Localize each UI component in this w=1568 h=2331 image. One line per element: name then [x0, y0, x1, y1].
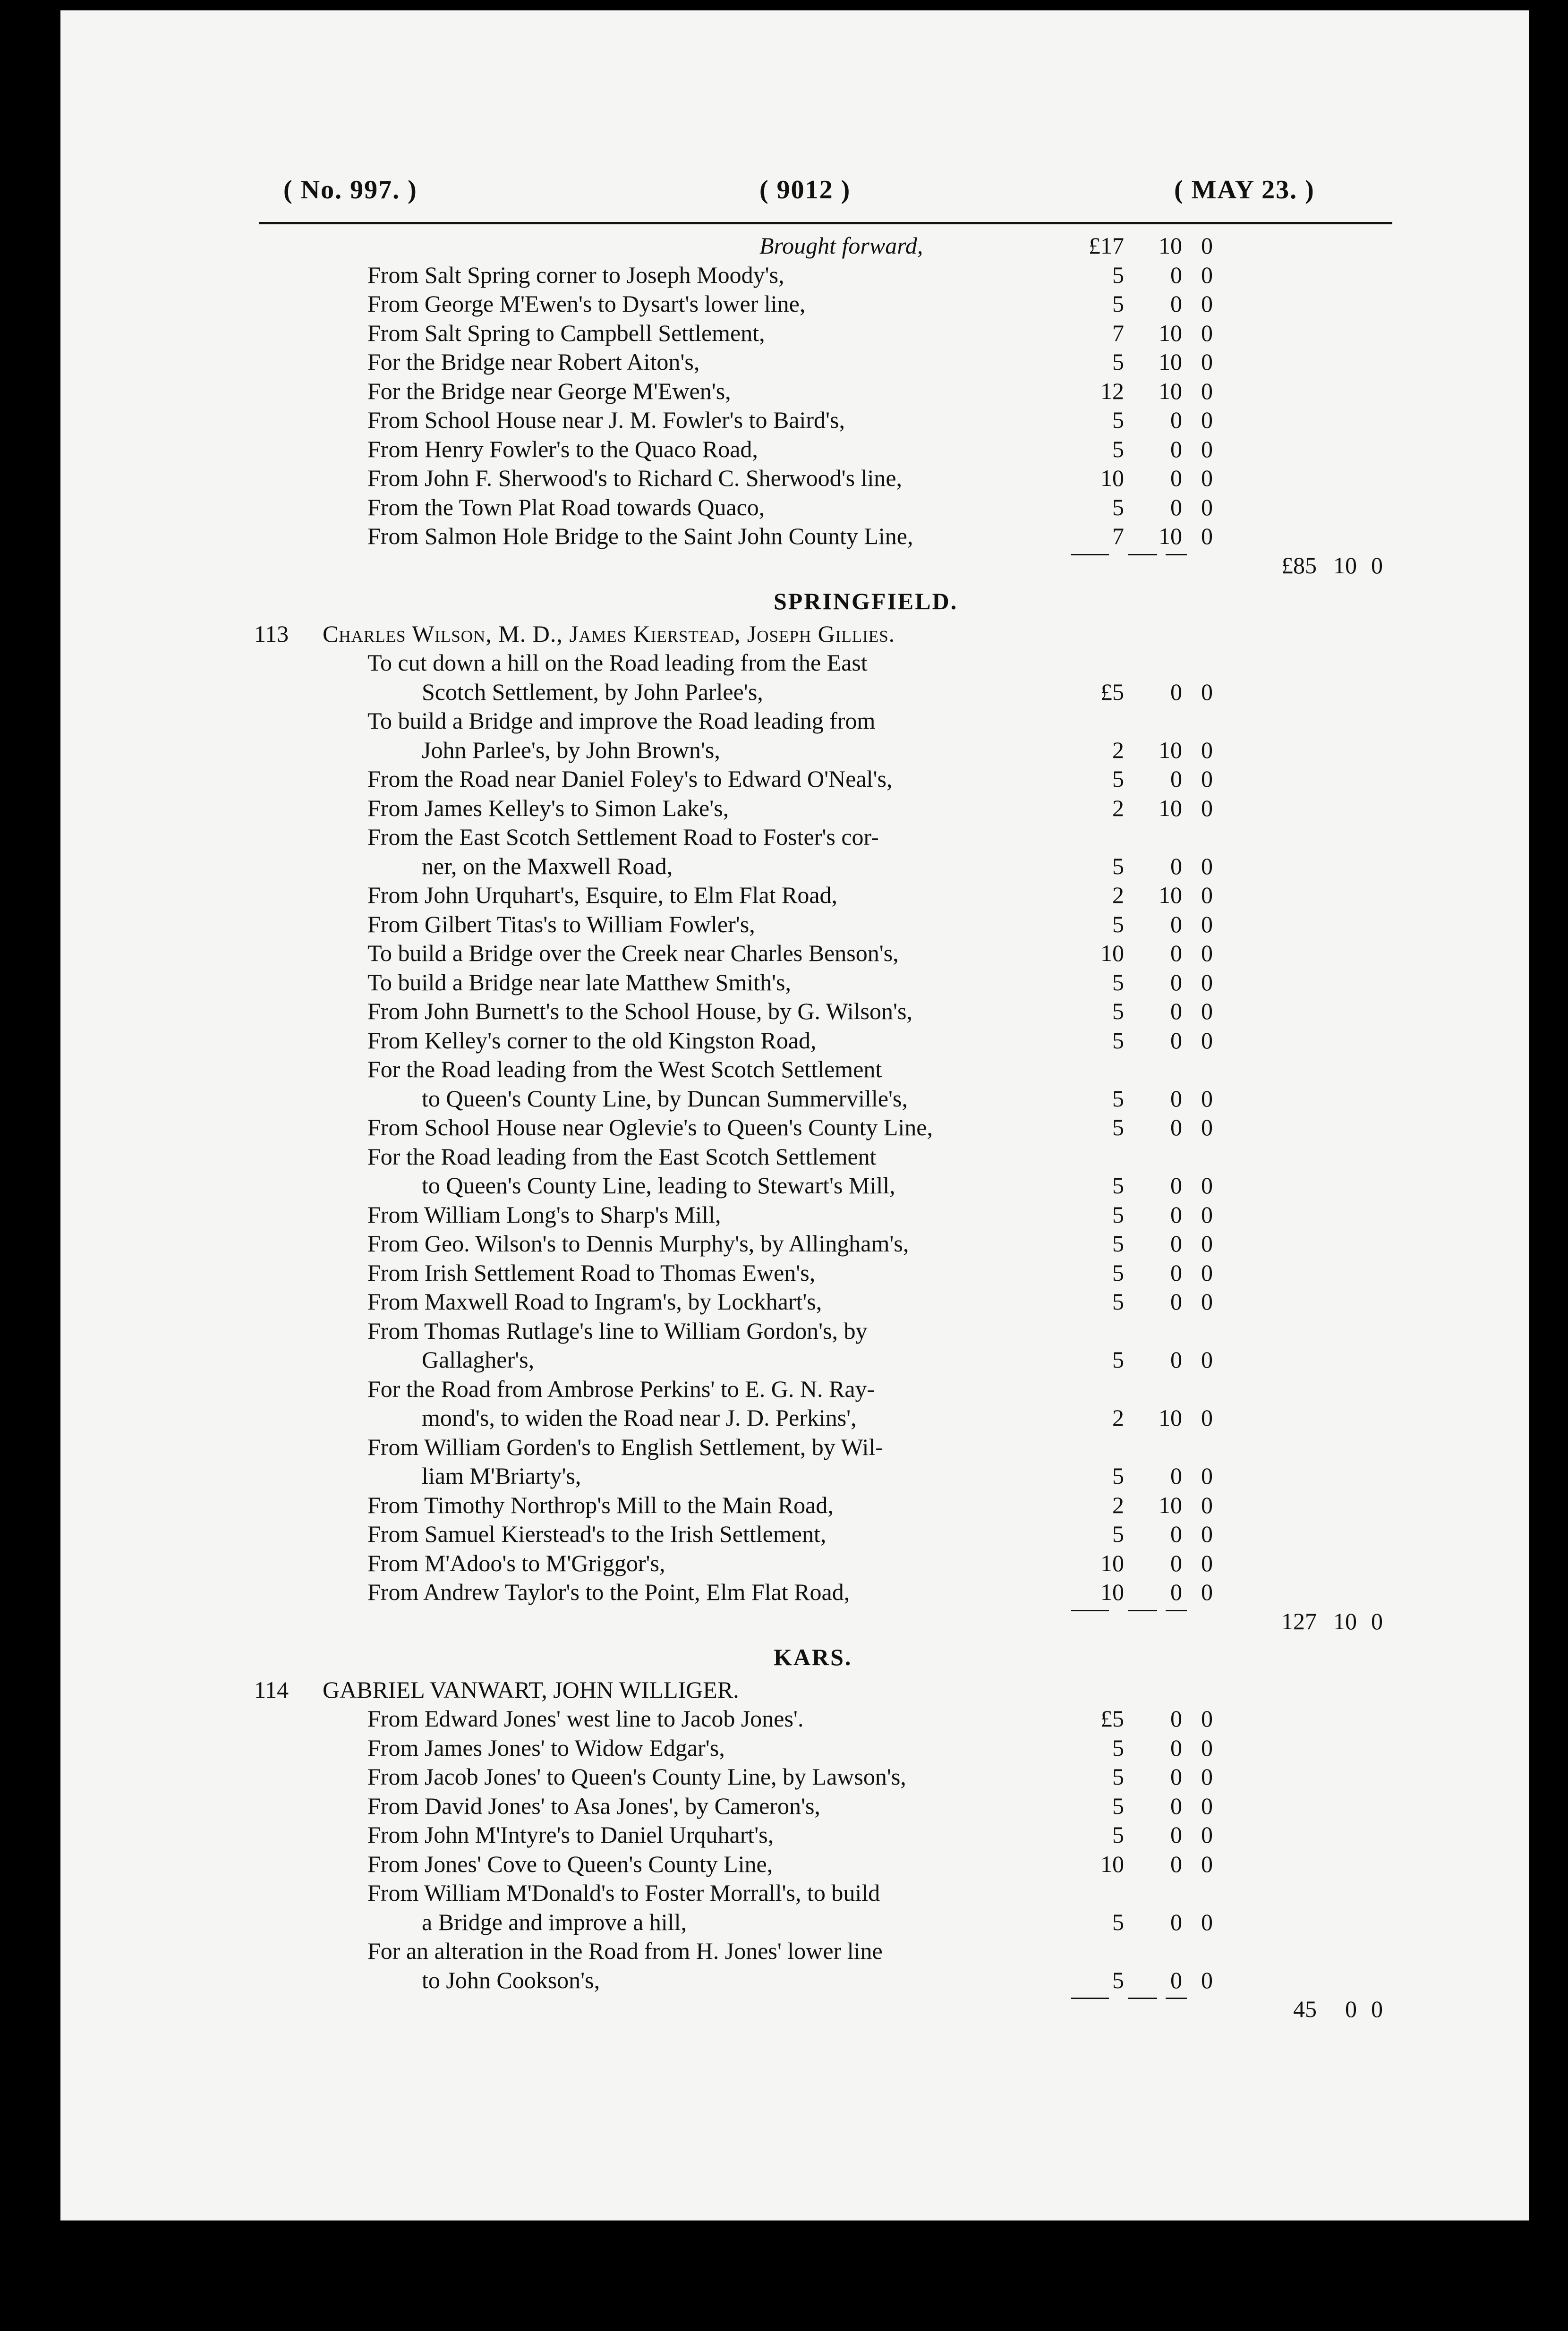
- line-item-continuation: Gallagher's,: [422, 1346, 535, 1373]
- line-item-pence: 0: [1201, 1850, 1213, 1877]
- line-item-pounds: 5: [1112, 766, 1124, 792]
- line-item-pounds: 10: [1100, 1850, 1124, 1877]
- line-item-pounds: 5: [1112, 1792, 1124, 1819]
- line-item-pence: 0: [1201, 319, 1213, 346]
- line-item: From William Gorden's to English Settlement, by Wil-: [367, 1433, 883, 1460]
- line-item: From Salt Spring corner to Joseph Moody's,: [367, 261, 784, 288]
- line-item-shillings: 0: [1170, 1230, 1182, 1257]
- line-item-continuation: to Queen's County Line, by Duncan Summerville's,: [422, 1085, 908, 1112]
- subtotal-rule: [1128, 1610, 1157, 1611]
- line-item-pence: 0: [1201, 435, 1213, 462]
- line-item-pounds: £5: [1100, 678, 1124, 705]
- line-item-pence: 0: [1201, 349, 1213, 375]
- line-item: For the Road leading from the West Scotch Settlement: [367, 1056, 882, 1082]
- line-item-shillings: 0: [1170, 493, 1182, 520]
- line-item-shillings: 0: [1170, 1027, 1182, 1054]
- line-item-pounds: 2: [1112, 736, 1124, 763]
- line-item-shillings: 0: [1170, 407, 1182, 433]
- line-item-pence: 0: [1201, 1404, 1213, 1431]
- line-item-shillings: 0: [1170, 1346, 1182, 1373]
- line-item-shillings: 0: [1170, 1734, 1182, 1761]
- line-item-pence: 0: [1201, 1463, 1213, 1489]
- line-item-pounds: 2: [1112, 882, 1124, 908]
- line-item-shillings: 10: [1159, 736, 1182, 763]
- line-item-pence: 0: [1201, 766, 1213, 792]
- line-item: From John F. Sherwood's to Richard C. Sherwood's line,: [367, 465, 903, 491]
- line-item: From Maxwell Road to Ingram's, by Lockhart's,: [367, 1288, 822, 1315]
- line-item-shillings: 0: [1170, 1259, 1182, 1286]
- line-item: For an alteration in the Road from H. Jones' lower line: [367, 1938, 883, 1964]
- subtotal-rule: [1128, 1998, 1157, 1999]
- line-item-shillings: 0: [1170, 1201, 1182, 1228]
- line-item-shillings: 0: [1170, 1085, 1182, 1112]
- line-item: From John Burnett's to the School House, by G. Wilson's,: [367, 998, 912, 1024]
- line-item-continuation: liam M'Briarty's,: [422, 1463, 581, 1489]
- line-item: From Andrew Taylor's to the Point, Elm Flat Road,: [367, 1579, 850, 1605]
- line-item-shillings: 0: [1170, 1463, 1182, 1489]
- line-item-shillings: 0: [1170, 1579, 1182, 1605]
- header-rule: [259, 222, 1392, 224]
- line-item-continuation: to John Cookson's,: [422, 1966, 600, 1993]
- line-item-pounds: 5: [1112, 349, 1124, 375]
- line-item-pence: 0: [1201, 1705, 1213, 1732]
- line-item-pence: 0: [1201, 1259, 1213, 1286]
- line-item: From Jones' Cove to Queen's County Line,: [367, 1850, 773, 1877]
- line-item-pence: 0: [1201, 969, 1213, 995]
- line-item-pounds: 5: [1112, 969, 1124, 995]
- line-item-pence: 0: [1201, 794, 1213, 821]
- line-item-pence: 0: [1201, 465, 1213, 491]
- line-item: From Henry Fowler's to the Quaco Road,: [367, 435, 758, 462]
- line-item: From George M'Ewen's to Dysart's lower line,: [367, 290, 806, 317]
- line-item: To cut down a hill on the Road leading from the East: [367, 649, 868, 676]
- document-date: ( MAY 23. ): [1174, 175, 1315, 204]
- brought-forward-shillings: 10: [1159, 232, 1182, 259]
- line-item: For the Road from Ambrose Perkins' to E. G. N. Ray-: [367, 1375, 875, 1402]
- line-item: From the Road near Daniel Foley's to Edward O'Neal's,: [367, 766, 893, 792]
- brought-forward-label: Brought forward,: [759, 232, 923, 259]
- line-item-pounds: 10: [1100, 1549, 1124, 1576]
- line-item-pence: 0: [1201, 1792, 1213, 1819]
- line-item-shillings: 10: [1159, 882, 1182, 908]
- line-item-pence: 0: [1201, 290, 1213, 317]
- section-total-pence: 0: [1371, 552, 1383, 578]
- line-item: From David Jones' to Asa Jones', by Cameron's,: [367, 1792, 820, 1819]
- line-item-pounds: 5: [1112, 1521, 1124, 1547]
- line-item: From Samuel Kierstead's to the Irish Settlement,: [367, 1521, 827, 1547]
- subtotal-rule: [1166, 554, 1187, 555]
- line-item-shillings: 0: [1170, 1763, 1182, 1790]
- line-item-shillings: 0: [1170, 1114, 1182, 1140]
- line-item-shillings: 0: [1170, 465, 1182, 491]
- line-item-pounds: 5: [1112, 1085, 1124, 1112]
- commissioner-names: Charles Wilson, M. D., James Kierstead, Joseph Gillies.: [323, 620, 895, 647]
- section-total-shillings: 10: [1333, 1608, 1357, 1634]
- line-item-pence: 0: [1201, 407, 1213, 433]
- line-item-shillings: 10: [1159, 319, 1182, 346]
- line-item-continuation: to Queen's County Line, leading to Stewart's Mill,: [422, 1172, 895, 1199]
- line-item-pence: 0: [1201, 377, 1213, 404]
- line-item-shillings: 10: [1159, 1404, 1182, 1431]
- line-item-pounds: 5: [1112, 1346, 1124, 1373]
- line-item-shillings: 0: [1170, 1521, 1182, 1547]
- subtotal-rule: [1071, 1998, 1109, 1999]
- line-item-pounds: 5: [1112, 1172, 1124, 1199]
- line-item: From John M'Intyre's to Daniel Urquhart's,: [367, 1821, 774, 1848]
- line-item-pence: 0: [1201, 940, 1213, 966]
- line-item-continuation: mond's, to widen the Road near J. D. Perkins',: [422, 1404, 857, 1431]
- line-item-pounds: 5: [1112, 910, 1124, 937]
- section-total-pence: 0: [1371, 1996, 1383, 2022]
- line-item-pence: 0: [1201, 1549, 1213, 1576]
- line-item-shillings: 0: [1170, 1908, 1182, 1935]
- line-item-pence: 0: [1201, 1966, 1213, 1993]
- line-item-pounds: 2: [1112, 1491, 1124, 1518]
- line-item-pence: 0: [1201, 1288, 1213, 1315]
- commissioner-names: GABRIEL VANWART, JOHN WILLIGER.: [323, 1676, 739, 1703]
- line-item-shillings: 0: [1170, 969, 1182, 995]
- line-item-shillings: 10: [1159, 1491, 1182, 1518]
- line-item-shillings: 0: [1170, 1850, 1182, 1877]
- line-item: From Jacob Jones' to Queen's County Line, by Lawson's,: [367, 1763, 906, 1790]
- section-total-shillings: 10: [1333, 552, 1357, 578]
- line-item-pounds: 5: [1112, 435, 1124, 462]
- line-item-continuation: a Bridge and improve a hill,: [422, 1908, 687, 1935]
- line-item-pounds: 5: [1112, 407, 1124, 433]
- line-item-pence: 0: [1201, 1763, 1213, 1790]
- line-item-shillings: 10: [1159, 349, 1182, 375]
- line-item-pounds: 5: [1112, 1114, 1124, 1140]
- line-item: From the Town Plat Road towards Quaco,: [367, 493, 765, 520]
- line-item-pounds: 12: [1100, 377, 1124, 404]
- line-item: From the East Scotch Settlement Road to Foster's cor-: [367, 824, 879, 850]
- line-item-shillings: 0: [1170, 261, 1182, 288]
- line-item-pounds: 7: [1112, 319, 1124, 346]
- line-item-continuation: Scotch Settlement, by John Parlee's,: [422, 678, 763, 705]
- document-number: ( No. 997. ): [283, 175, 418, 204]
- line-item: From John Urquhart's, Esquire, to Elm Flat Road,: [367, 882, 838, 908]
- line-item-pounds: £5: [1100, 1705, 1124, 1732]
- line-item-pence: 0: [1201, 1908, 1213, 1935]
- line-item-pence: 0: [1201, 1201, 1213, 1228]
- line-item-pence: 0: [1201, 736, 1213, 763]
- line-item-pence: 0: [1201, 1734, 1213, 1761]
- subtotal-rule: [1128, 554, 1157, 555]
- line-item-pence: 0: [1201, 1346, 1213, 1373]
- line-item-pence: 0: [1201, 1521, 1213, 1547]
- line-item-shillings: 0: [1170, 766, 1182, 792]
- line-item-shillings: 0: [1170, 1705, 1182, 1732]
- line-item-shillings: 10: [1159, 794, 1182, 821]
- line-item-pounds: 2: [1112, 794, 1124, 821]
- subtotal-rule: [1166, 1610, 1187, 1611]
- line-item-pence: 0: [1201, 1085, 1213, 1112]
- line-item: From Geo. Wilson's to Dennis Murphy's, by Allingham's,: [367, 1230, 909, 1257]
- line-item-pounds: 5: [1112, 852, 1124, 879]
- line-item-pence: 0: [1201, 493, 1213, 520]
- line-item: From Thomas Rutlage's line to William Gordon's, by: [367, 1317, 868, 1344]
- line-item-shillings: 0: [1170, 1821, 1182, 1848]
- section-total-pounds: 45: [1293, 1996, 1317, 2022]
- line-item: From James Kelley's to Simon Lake's,: [367, 794, 729, 821]
- line-item: From Gilbert Titas's to William Fowler's,: [367, 910, 755, 937]
- line-item-pounds: 5: [1112, 1908, 1124, 1935]
- line-item-pence: 0: [1201, 852, 1213, 879]
- line-item: To build a Bridge and improve the Road leading from: [367, 707, 876, 734]
- line-item-shillings: 10: [1159, 377, 1182, 404]
- subtotal-rule: [1071, 554, 1109, 555]
- line-item-pounds: 5: [1112, 1463, 1124, 1489]
- line-item-pounds: 5: [1112, 1763, 1124, 1790]
- section-total-pounds: £85: [1281, 552, 1317, 578]
- section-title: KARS.: [774, 1644, 852, 1670]
- line-item: From Timothy Northrop's Mill to the Main Road,: [367, 1491, 834, 1518]
- section-total-shillings: 0: [1345, 1996, 1357, 2022]
- line-item-pounds: 10: [1100, 940, 1124, 966]
- entry-number: 114: [254, 1676, 289, 1703]
- line-item: To build a Bridge near late Matthew Smith's,: [367, 969, 791, 995]
- line-item: For the Road leading from the East Scotch Settlement: [367, 1143, 877, 1170]
- line-item: From School House near Oglevie's to Queen's County Line,: [367, 1114, 933, 1140]
- line-item-pence: 0: [1201, 882, 1213, 908]
- line-item: For the Bridge near Robert Aiton's,: [367, 349, 700, 375]
- line-item-shillings: 10: [1159, 523, 1182, 549]
- line-item-pounds: 5: [1112, 261, 1124, 288]
- line-item-pence: 0: [1201, 1027, 1213, 1054]
- line-item-pence: 0: [1201, 1172, 1213, 1199]
- line-item-shillings: 0: [1170, 1966, 1182, 1993]
- line-item-shillings: 0: [1170, 910, 1182, 937]
- line-item: From William M'Donald's to Foster Morrall's, to build: [367, 1880, 880, 1906]
- line-item-pounds: 5: [1112, 1259, 1124, 1286]
- line-item-pounds: 5: [1112, 1288, 1124, 1315]
- page-number: ( 9012 ): [759, 175, 851, 204]
- line-item-pence: 0: [1201, 1579, 1213, 1605]
- line-item-continuation: ner, on the Maxwell Road,: [422, 852, 673, 879]
- line-item-pence: 0: [1201, 678, 1213, 705]
- subtotal-rule: [1166, 1998, 1187, 1999]
- line-item-pounds: 5: [1112, 290, 1124, 317]
- line-item-shillings: 0: [1170, 1549, 1182, 1576]
- line-item: From Edward Jones' west line to Jacob Jones'.: [367, 1705, 804, 1732]
- line-item-pounds: 10: [1100, 465, 1124, 491]
- line-item-pounds: 7: [1112, 523, 1124, 549]
- brought-forward-pounds: £17: [1089, 232, 1124, 259]
- line-item: From School House near J. M. Fowler's to Baird's,: [367, 407, 845, 433]
- line-item-pence: 0: [1201, 261, 1213, 288]
- entry-number: 113: [254, 620, 289, 647]
- line-item-shillings: 0: [1170, 1288, 1182, 1315]
- line-item: From Salt Spring to Campbell Settlement,: [367, 319, 765, 346]
- brought-forward-pence: 0: [1201, 232, 1213, 259]
- line-item: From James Jones' to Widow Edgar's,: [367, 1734, 725, 1761]
- line-item-pence: 0: [1201, 910, 1213, 937]
- line-item: From M'Adoo's to M'Griggor's,: [367, 1549, 665, 1576]
- line-item: From Kelley's corner to the old Kingston Road,: [367, 1027, 817, 1054]
- line-item-pounds: 5: [1112, 1201, 1124, 1228]
- line-item-pence: 0: [1201, 1821, 1213, 1848]
- line-item-shillings: 0: [1170, 678, 1182, 705]
- line-item-shillings: 0: [1170, 998, 1182, 1024]
- line-item-pence: 0: [1201, 1230, 1213, 1257]
- line-item-continuation: John Parlee's, by John Brown's,: [422, 736, 720, 763]
- line-item: To build a Bridge over the Creek near Charles Benson's,: [367, 940, 899, 966]
- line-item-pounds: 10: [1100, 1579, 1124, 1605]
- document-page: [60, 10, 1529, 2220]
- line-item-shillings: 0: [1170, 940, 1182, 966]
- line-item: From Irish Settlement Road to Thomas Ewen's,: [367, 1259, 816, 1286]
- line-item-shillings: 0: [1170, 1172, 1182, 1199]
- section-total-pounds: 127: [1281, 1608, 1317, 1634]
- line-item-pounds: 5: [1112, 1966, 1124, 1993]
- line-item-pence: 0: [1201, 523, 1213, 549]
- line-item-pence: 0: [1201, 998, 1213, 1024]
- line-item-shillings: 0: [1170, 852, 1182, 879]
- line-item-shillings: 0: [1170, 290, 1182, 317]
- line-item-shillings: 0: [1170, 435, 1182, 462]
- line-item-pounds: 5: [1112, 1027, 1124, 1054]
- subtotal-rule: [1071, 1610, 1109, 1611]
- line-item: From William Long's to Sharp's Mill,: [367, 1201, 721, 1228]
- line-item: From Salmon Hole Bridge to the Saint John County Line,: [367, 523, 913, 549]
- line-item-pounds: 5: [1112, 1230, 1124, 1257]
- line-item-pounds: 2: [1112, 1404, 1124, 1431]
- section-title: SPRINGFIELD.: [774, 588, 958, 614]
- line-item-shillings: 0: [1170, 1792, 1182, 1819]
- line-item-pounds: 5: [1112, 998, 1124, 1024]
- line-item: For the Bridge near George M'Ewen's,: [367, 377, 731, 404]
- line-item-pounds: 5: [1112, 493, 1124, 520]
- line-item-pounds: 5: [1112, 1821, 1124, 1848]
- line-item-pence: 0: [1201, 1491, 1213, 1518]
- line-item-pounds: 5: [1112, 1734, 1124, 1761]
- section-total-pence: 0: [1371, 1608, 1383, 1634]
- line-item-pence: 0: [1201, 1114, 1213, 1140]
